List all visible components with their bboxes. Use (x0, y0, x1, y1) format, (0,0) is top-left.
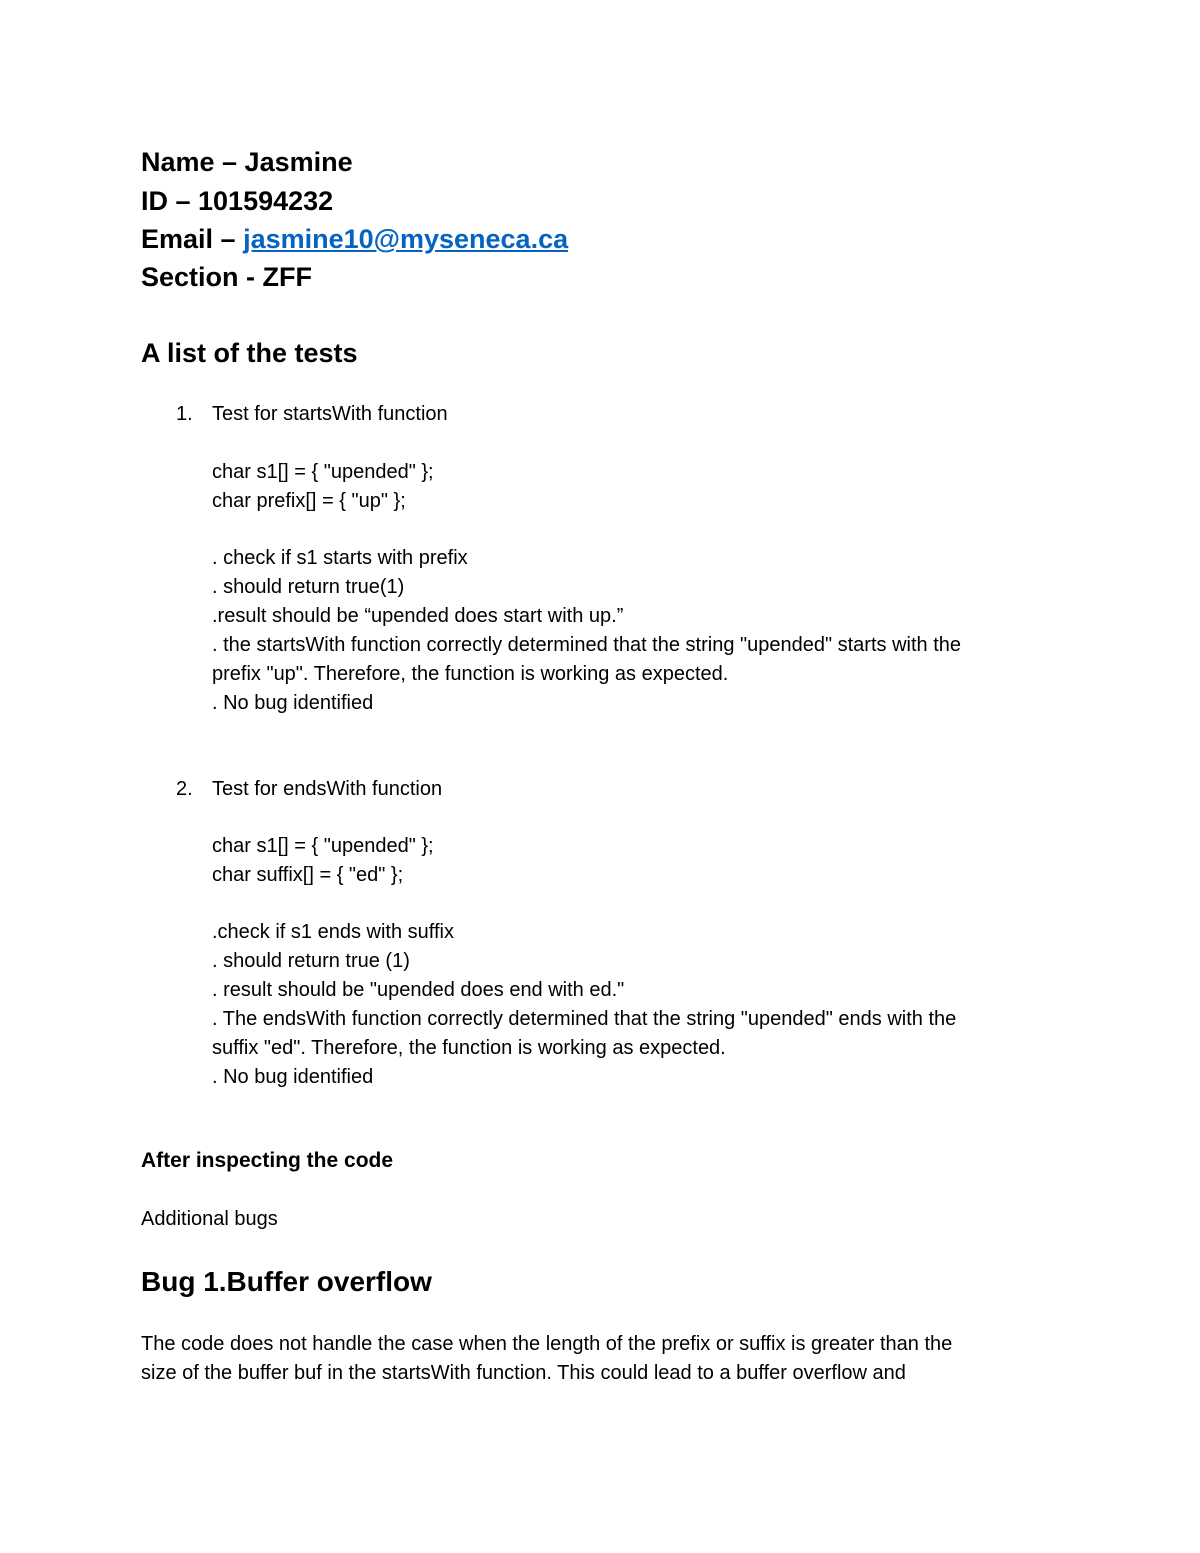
bug1-paragraph-line: The code does not handle the case when the length of the prefix or suffix is greater than the (141, 1333, 953, 1355)
test1-number: 1. (176, 403, 193, 425)
test1-title: Test for startsWith function (212, 403, 448, 425)
test2-note-line: suffix "ed". Therefore, the function is working as expected. (212, 1037, 726, 1059)
test1-note-line: . No bug identified (212, 692, 374, 714)
test1-note-line: . should return true(1) (212, 576, 405, 598)
additional-bugs-label: Additional bugs (141, 1208, 278, 1230)
email-link[interactable]: jasmine10@myseneca.ca (243, 224, 569, 254)
test1-note-line: prefix "up". Therefore, the function is working as expected. (212, 663, 729, 685)
test2-note-line: . should return true (1) (212, 950, 410, 972)
tests-heading: A list of the tests (141, 338, 358, 368)
name-line: Name – Jasmine (141, 147, 353, 177)
test2-code-line: char suffix[] = { "ed" }; (212, 864, 404, 886)
email-label: Email – (141, 224, 244, 254)
test2-note-line: . No bug identified (212, 1066, 374, 1088)
bug1-paragraph-line: size of the buffer buf in the startsWith function. This could lead to a buffer overflow and (141, 1362, 906, 1384)
inspect-heading: After inspecting the code (141, 1149, 394, 1172)
section-line: Section - ZFF (141, 262, 312, 292)
test1-note-line: . check if s1 starts with prefix (212, 547, 468, 569)
test2-title: Test for endsWith function (212, 778, 443, 800)
test2-note-line: . result should be "upended does end with ed." (212, 979, 625, 1001)
test1-code-line: char s1[] = { "upended" }; (212, 461, 434, 483)
test2-code-line: char s1[] = { "upended" }; (212, 835, 434, 857)
test1-note-line: . the startsWith function correctly determined that the string "upended" starts with the (212, 634, 962, 656)
test2-note-line: .check if s1 ends with suffix (212, 921, 454, 943)
id-line: ID – 101594232 (141, 186, 334, 216)
test1-code-line: char prefix[] = { "up" }; (212, 490, 406, 512)
test2-number: 2. (176, 778, 193, 800)
bug1-heading: Bug 1.Buffer overflow (141, 1266, 432, 1297)
test2-note-line: . The endsWith function correctly determined that the string "upended" ends with the (212, 1008, 957, 1030)
test1-note-line: .result should be “upended does start with up.” (212, 605, 624, 627)
email-line (141, 220, 568, 258)
